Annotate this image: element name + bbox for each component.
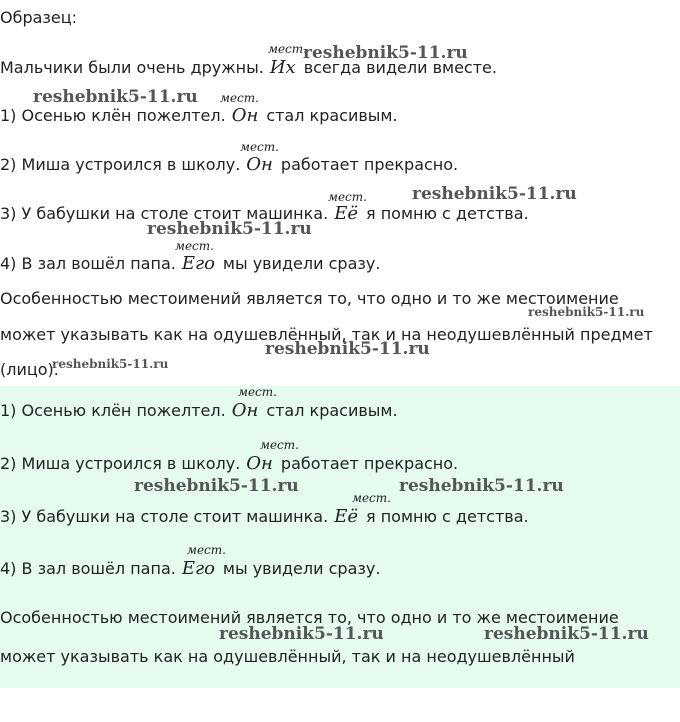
first-item-1-mark: мест. xyxy=(220,91,259,105)
second-item-3-after: я помню с детства. xyxy=(366,507,529,526)
second-item-1 xyxy=(0,401,398,421)
second-item-4 xyxy=(0,559,380,579)
second-item-4-mark: мест. xyxy=(187,543,226,557)
first-item-1-pronoun: Он xyxy=(231,105,259,126)
second-item-4-before: 4) В зал вошёл папа. xyxy=(0,559,176,578)
first-item-1-after: стал красивым. xyxy=(266,106,398,125)
watermark: reshebnik5-11.ru xyxy=(528,305,645,319)
first-conclusion-line-1: Особенностью местоимений является то, что одно и то же местоимение xyxy=(0,289,619,308)
second-conclusion-line-1: Особенностью местоимений является то, что одно и то же местоимение xyxy=(0,608,619,627)
first-item-4 xyxy=(0,254,380,274)
second-item-2-pronoun: Он xyxy=(246,453,273,474)
watermark: reshebnik5-11.ru xyxy=(147,219,312,239)
second-item-2-mark: мест. xyxy=(260,438,299,452)
first-item-2-mark: мест. xyxy=(240,140,279,154)
first-item-2-pronoun: Он xyxy=(246,154,273,175)
first-item-3-pronoun: Её xyxy=(334,203,358,224)
second-item-2-before: 2) Миша устроился в школу. xyxy=(0,454,241,473)
watermark: reshebnik5-11.ru xyxy=(484,624,649,644)
watermark: reshebnik5-11.ru xyxy=(265,339,430,359)
second-item-1-mark: мест. xyxy=(238,385,277,399)
second-item-3-before: 3) У бабушки на столе стоит машинка. xyxy=(0,507,329,526)
second-item-2 xyxy=(0,454,458,474)
first-item-3-mark: мест. xyxy=(328,190,367,204)
second-item-1-after: стал красивым. xyxy=(266,401,398,420)
second-item-1-pronoun: Он xyxy=(231,400,259,421)
first-item-3-after: я помню с детства. xyxy=(366,204,529,223)
second-item-4-after: мы увидели сразу. xyxy=(222,559,381,578)
sample-text-after: всегда видели вместе. xyxy=(303,58,497,77)
second-item-4-pronoun: Его xyxy=(181,558,215,579)
first-item-4-after: мы увидели сразу. xyxy=(222,254,381,273)
second-conclusion-line-2: может указывать как на одушевлённый, так и на неодушевлённый xyxy=(0,647,575,666)
second-item-3-mark: мест. xyxy=(352,491,391,505)
second-item-3-pronoun: Её xyxy=(334,506,358,527)
first-item-1-before: 1) Осенью клён пожелтел. xyxy=(0,106,226,125)
watermark: reshebnik5-11.ru xyxy=(412,184,577,204)
first-item-1 xyxy=(0,106,398,126)
first-item-3-before: 3) У бабушки на столе стоит машинка. xyxy=(0,204,329,223)
watermark: reshebnik5-11.ru xyxy=(52,357,169,371)
sample-pronoun-mark: мест. xyxy=(268,42,307,56)
first-item-4-mark: мест. xyxy=(175,239,214,253)
first-item-2-before: 2) Миша устроился в школу. xyxy=(0,155,241,174)
watermark: reshebnik5-11.ru xyxy=(134,476,299,496)
first-item-2-after: работает прекрасно. xyxy=(280,155,459,174)
sample-pronoun: Их xyxy=(269,57,296,78)
second-item-3 xyxy=(0,507,529,527)
first-item-4-pronoun: Его xyxy=(181,253,215,274)
second-item-2-after: работает прекрасно. xyxy=(280,454,459,473)
first-item-4-before: 4) В зал вошёл папа. xyxy=(0,254,176,273)
first-conclusion-line-3: (лицо). xyxy=(0,360,59,379)
watermark: reshebnik5-11.ru xyxy=(33,87,198,107)
watermark: reshebnik5-11.ru xyxy=(399,476,564,496)
sample-text-before: Мальчики были очень дружны. xyxy=(0,58,264,77)
second-item-1-before: 1) Осенью клён пожелтел. xyxy=(0,401,226,420)
first-item-2 xyxy=(0,155,458,175)
watermark: reshebnik5-11.ru xyxy=(303,43,468,63)
sample-label: Образец: xyxy=(0,8,78,27)
watermark: reshebnik5-11.ru xyxy=(219,624,384,644)
first-conclusion-line-2: может указывать как на одушевлённый, так и на неодушевлённый предмет xyxy=(0,325,653,344)
